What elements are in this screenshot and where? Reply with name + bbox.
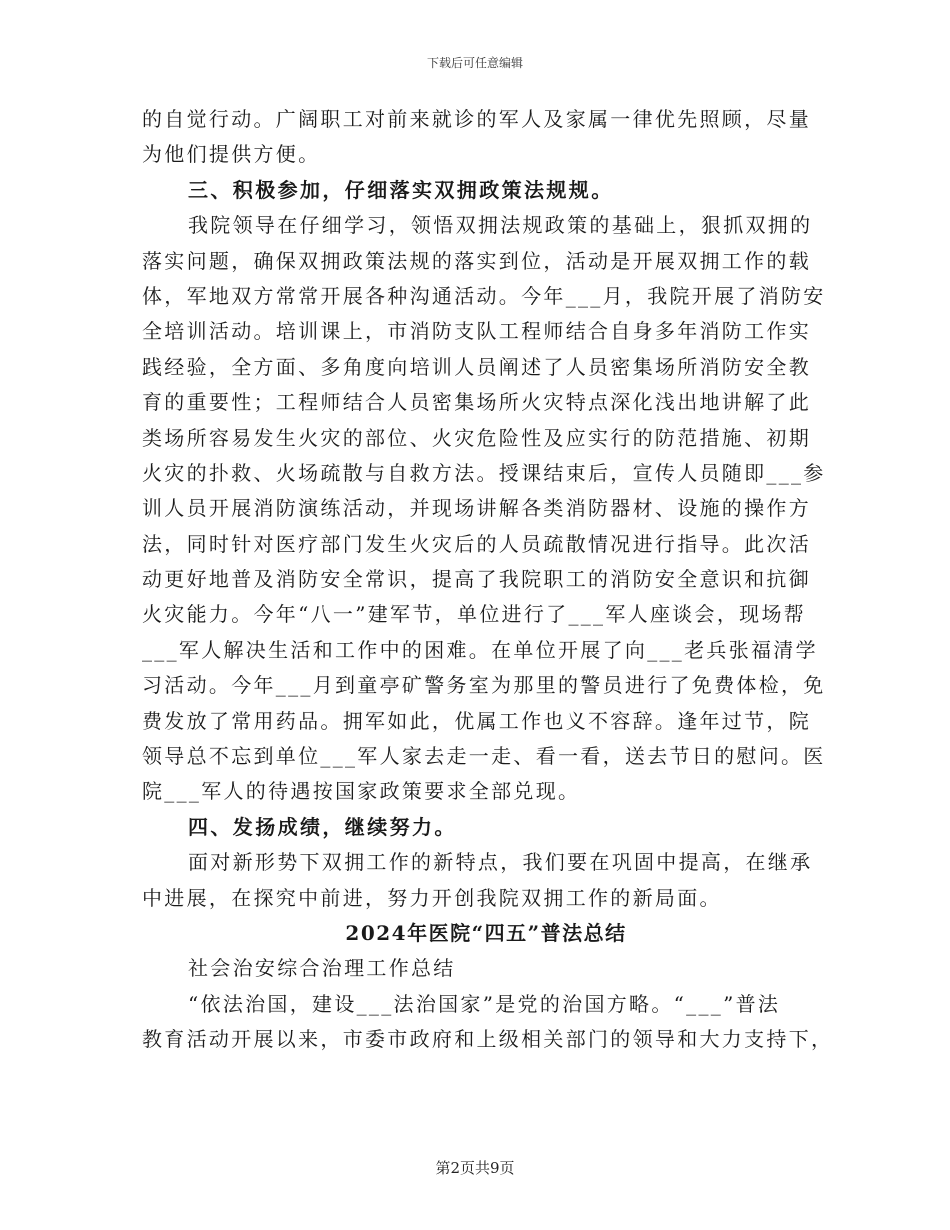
document-body [142,102,834,1058]
subtitle-line: 社会治安综合治理工作总结 [188,956,456,981]
body-line: 的自觉行动。广阔职工对前来就诊的军人及家属一律优先照顾，尽量 [142,107,811,131]
body-line: “依法治国，建设___法治国家”是党的治国方略。“___”普法 [188,991,781,1016]
body-line: 为他们提供方便。 [142,142,321,167]
body-line: 面对新形势下双拥工作的新特点，我们要在巩固中提高，在继承 [188,850,813,875]
document-title: 2024年医院“四五”普法总结 [345,920,627,945]
body-line: 落实问题，确保双拥政策法规的落实到位，活动是开展双拥工作的载 [142,248,811,273]
body-line: 火灾的扑救、火场疏散与自救方法。授课结束后，宣传人员随即___参 [142,460,826,485]
body-line: 动更好地普及消防安全常识，提高了我院职工的消防安全意识和抗御 [142,567,811,592]
body-line: 教育活动开展以来，市委市政府和上级相关部门的领导和大力支持下， [142,1027,834,1052]
section-heading: 三、积极参加，仔细落实双拥政策法规规。 [188,177,614,202]
body-line: 法，同时针对医疗部门发生火灾后的人员疏散情况进行指导。此次活 [142,531,811,556]
body-line: 费发放了常用药品。拥军如此，优属工作也义不容辞。逢年过节，院 [142,708,811,733]
body-line: 类场所容易发生火灾的部位、火灾危险性及应实行的防范措施、初期 [142,425,811,450]
body-line: 中进展，在探究中前进，努力开创我院双拥工作的新局面。 [142,885,722,910]
page-header-note: 下载后可任意编辑 [426,56,523,70]
body-line: ___军人解决生活和工作中的困难。在单位开展了向___老兵张福清学 [142,637,818,662]
body-line: 训人员开展消防演练活动，并现场讲解各类消防器材、设施的操作方 [142,496,811,521]
body-line: 体，军地双方常常开展各种沟通活动。今年___月，我院开展了消防安 [142,283,826,308]
body-line: 全培训活动。培训课上，市消防支队工程师结合自身多年消防工作实 [142,319,811,344]
section-heading: 四、发扬成绩，继续努力。 [188,814,457,839]
body-line: 践经验，全方面、多角度向培训人员阐述了人员密集场所消防安全教 [142,354,811,379]
body-line: 育的重要性；工程师结合人员密集场所火灾特点深化浅出地讲解了此 [142,390,811,415]
body-line: 我院领导在仔细学习，领悟双拥法规政策的基础上，狠抓双拥的 [188,213,813,238]
body-line: 领导总不忘到单位___军人家去走一走、看一看，送去节日的慰问。医 [142,744,826,769]
body-line: 院___军人的待遇按国家政策要求全部兑现。 [142,779,581,804]
body-line: 火灾能力。今年“八一”建军节，单位进行了___军人座谈会，现场帮 [142,602,807,627]
body-line: 习活动。今年___月到童亭矿警务室为那里的警员进行了免费体检，免 [142,673,826,698]
page-number: 第2页共9页 [435,1159,515,1177]
